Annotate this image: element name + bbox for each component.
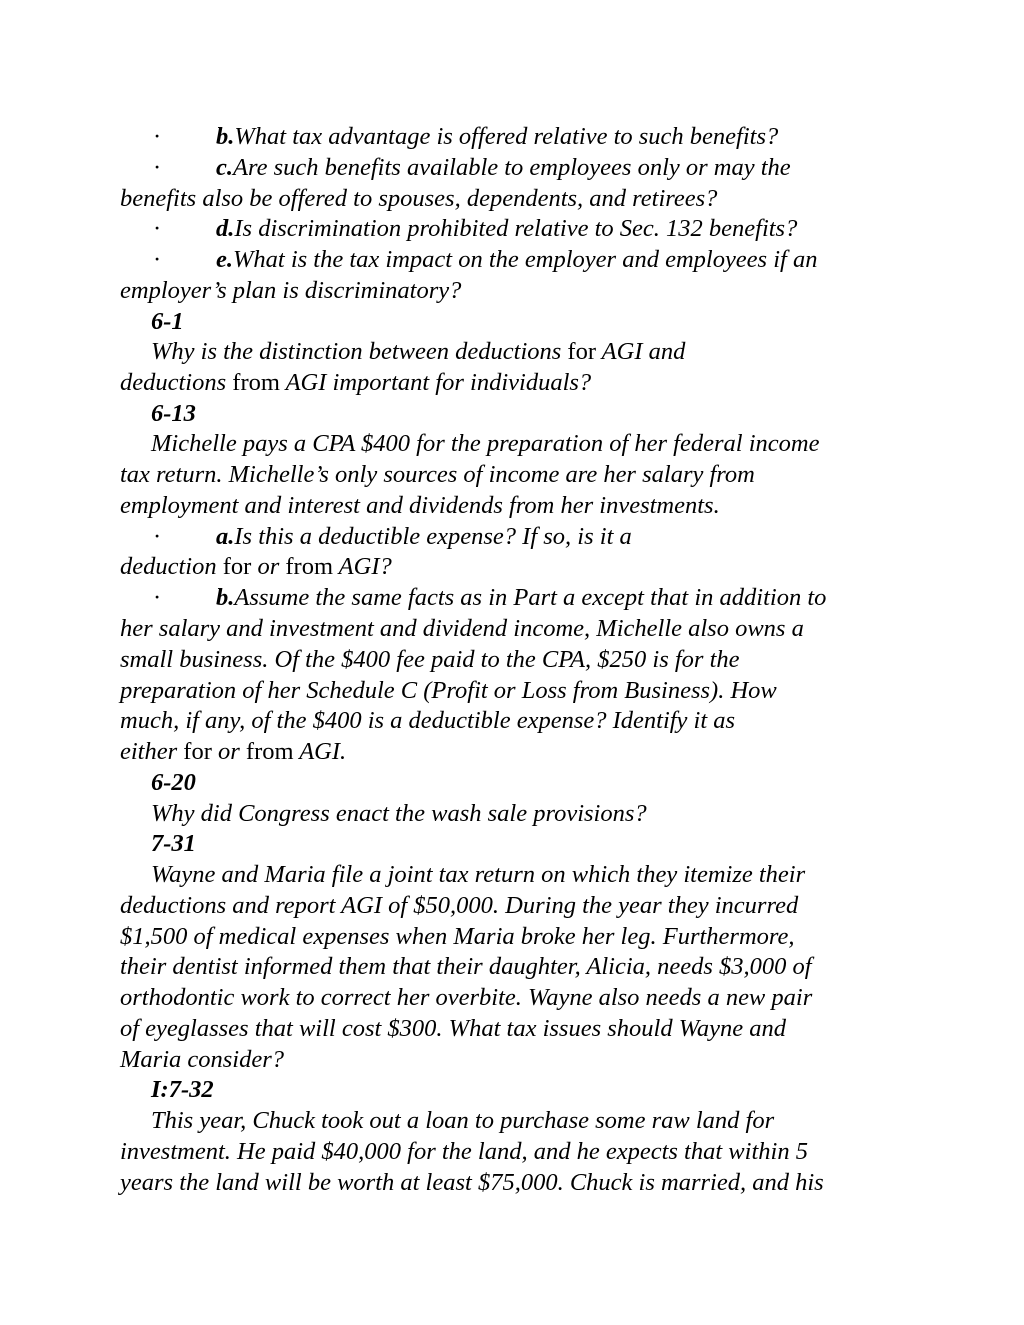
list-item-b2-line-2: her salary and investment and dividend income, Michelle also owns a (120, 615, 804, 642)
problem-7-31-line-7: Maria consider? (120, 1046, 284, 1073)
list-item-b2-line-6: either for or from AGI. (120, 738, 347, 765)
problem-7-32-line-2: investment. He paid $40,000 for the land, and he expects that within 5 (120, 1138, 808, 1165)
problem-number-7-32: I:7-32 (151, 1076, 214, 1103)
bullet-icon: · (153, 215, 162, 242)
problem-7-31-line-6: of eyeglasses that will cost $300. What tax issues should Wayne and (120, 1015, 786, 1042)
list-item-c-cont: benefits also be offered to spouses, dependents, and retirees? (120, 185, 718, 212)
problem-6-13-line-2: tax return. Michelle’s only sources of income are her salary from (120, 461, 755, 488)
list-item-b: · b.What tax advantage is offered relative to such benefits? (153, 123, 779, 150)
list-item-b2-line-5: much, if any, of the $400 is a deductible expense? Identify it as (120, 707, 736, 734)
problem-number-6-1: 6-1 (151, 308, 184, 335)
bullet-icon: · (153, 523, 162, 550)
list-item-c: · c.Are such benefits available to employees only or may the (153, 154, 791, 181)
problem-7-32-line-1: This year, Chuck took out a loan to purchase some raw land for (151, 1107, 775, 1134)
list-item-a: · a.Is this a deductible expense? If so, is it a (153, 523, 632, 550)
problem-number-7-31: 7-31 (151, 830, 196, 857)
bullet-icon: · (153, 123, 162, 150)
problem-6-13-line-1: Michelle pays a CPA $400 for the preparation of her federal income (151, 430, 820, 457)
problem-6-1-line-1: Why is the distinction between deductions for AGI and (151, 338, 686, 365)
list-item-e: · e.What is the tax impact on the employer and employees if an (153, 246, 818, 273)
bullet-icon: · (153, 154, 162, 181)
list-item-e-cont: employer’s plan is discriminatory? (120, 277, 462, 304)
list-item-d: · d.Is discrimination prohibited relative to Sec. 132 benefits? (153, 215, 798, 242)
list-item-a-cont: deduction for or from AGI? (120, 553, 392, 580)
problem-number-6-20: 6-20 (151, 769, 196, 796)
problem-7-31-line-5: orthodontic work to correct her overbite. Wayne also needs a new pair (120, 984, 813, 1011)
bullet-icon: · (153, 584, 162, 611)
problem-7-31-line-4: their dentist informed them that their daughter, Alicia, needs $3,000 of (120, 953, 812, 980)
problem-7-31-line-3: $1,500 of medical expenses when Maria broke her leg. Furthermore, (120, 923, 795, 950)
problem-6-13-line-3: employment and interest and dividends from her investments. (120, 492, 720, 519)
problem-7-31-line-2: deductions and report AGI of $50,000. During the year they incurred (120, 892, 799, 919)
bullet-icon: · (153, 246, 162, 273)
problem-7-32-line-3: years the land will be worth at least $75,000. Chuck is married, and his (120, 1169, 824, 1196)
problem-6-20-line-1: Why did Congress enact the wash sale provisions? (151, 800, 647, 827)
list-item-b2: · b.Assume the same facts as in Part a except that in addition to (153, 584, 827, 611)
problem-7-31-line-1: Wayne and Maria file a joint tax return on which they itemize their (151, 861, 806, 888)
list-item-b2-line-3: small business. Of the $400 fee paid to the CPA, $250 is for the (120, 646, 740, 673)
list-item-b2-line-4: preparation of her Schedule C (Profit or Loss from Business). How (120, 677, 777, 704)
problem-6-1-line-2: deductions from AGI important for individuals? (120, 369, 592, 396)
problem-number-6-13: 6-13 (151, 400, 196, 427)
